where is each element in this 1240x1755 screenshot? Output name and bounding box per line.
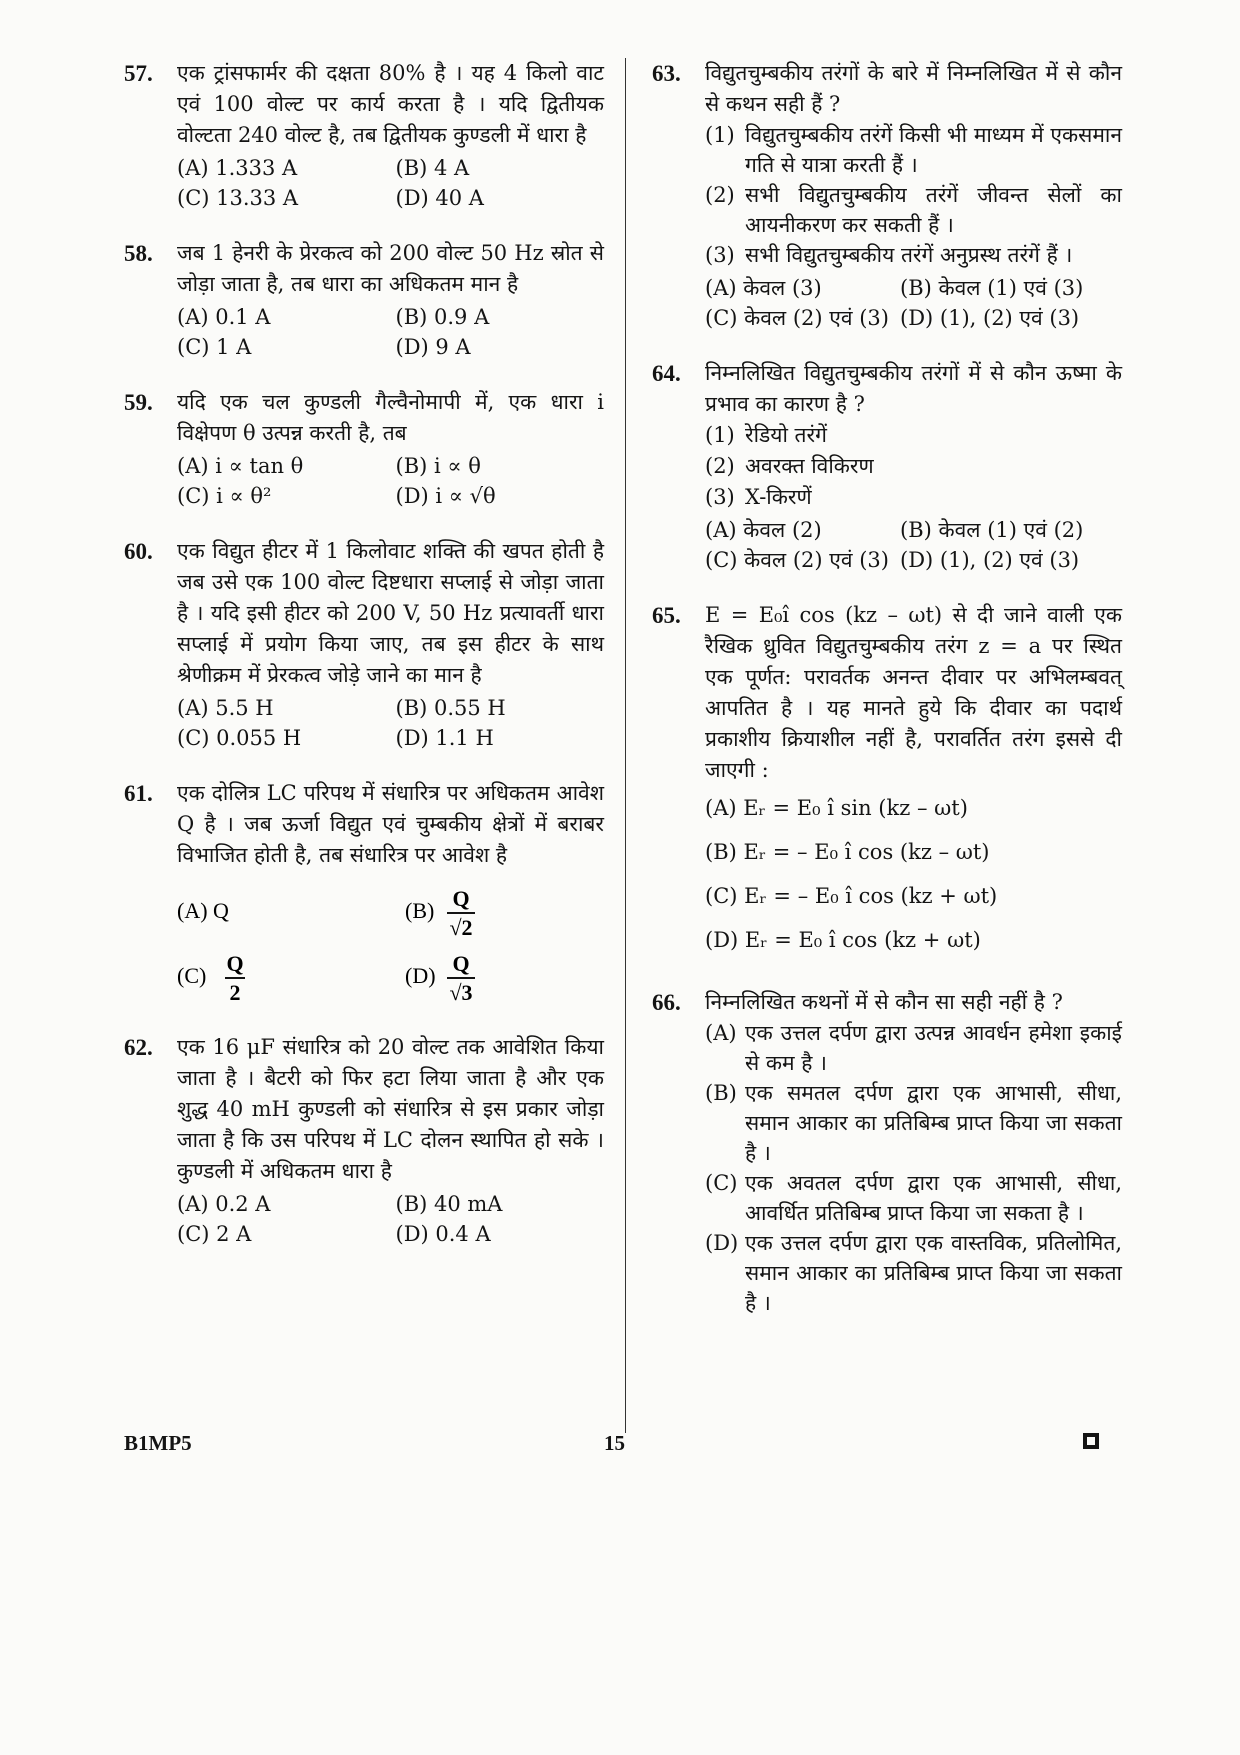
question-number: 62. (124, 1035, 153, 1060)
statement-label: (2) (705, 454, 735, 478)
option-c: (C) 0.055 H (177, 726, 302, 750)
question-number: 63. (652, 61, 681, 86)
option-a: (A) i ∝ tan θ (177, 454, 304, 478)
statement-text: सभी विद्युतचुम्बकीय तरंगें अनुप्रस्थ तरंगें हैं । (745, 243, 1073, 267)
page-corner-mark (1083, 1433, 1099, 1449)
statement-label: (A) (705, 1021, 737, 1045)
statement-text: X-किरणें (745, 485, 812, 509)
option-c: (C) 2 A (177, 1222, 252, 1246)
option-d-label: (D) (405, 963, 436, 988)
option-a: (A) केवल (3) (705, 276, 822, 300)
option-c: (C) Eᵣ = – E₀ î cos (kz + ωt) (705, 884, 998, 908)
option-c: (C) केवल (2) एवं (3) (705, 306, 889, 330)
statement-label: (3) (705, 485, 735, 509)
option-c-denominator: 2 (229, 980, 241, 1005)
option-d: (D) 1.1 H (395, 726, 494, 750)
option-a: (A) Q (177, 898, 229, 923)
option-c-label: (C) (177, 963, 207, 988)
question-number: 65. (652, 603, 681, 628)
option-b-numerator: Q (452, 886, 470, 911)
question-62 (124, 1032, 604, 1249)
question-number: 59. (124, 390, 153, 415)
question-61 (124, 778, 604, 1007)
question-number: 57. (124, 61, 153, 86)
question-text: निम्नलिखित विद्युतचुम्बकीय तरंगों में से कौन ऊष्मा के प्रभाव का कारण है ? (705, 361, 1122, 416)
option-d-denominator: √3 (449, 980, 473, 1005)
statement (705, 1078, 1122, 1168)
statement (705, 1168, 1122, 1228)
statement-label: (1) (705, 423, 735, 447)
option-b: (B) केवल (1) एवं (2) (900, 518, 1084, 542)
option-b-denominator: √2 (449, 915, 473, 940)
statement (705, 1228, 1122, 1318)
question-text: विद्युतचुम्बकीय तरंगों के बारे में निम्नलिखित में से कौन से कथन सही हैं ? (705, 61, 1122, 116)
question-58 (124, 238, 604, 362)
statement-text: विद्युतचुम्बकीय तरंगें किसी भी माध्यम में एकसमान गति से यात्रा करती हैं । (745, 123, 1122, 177)
statement (705, 180, 1122, 240)
fraction-options (177, 875, 597, 1007)
question-number: 66. (652, 990, 681, 1015)
statement-text: अवरक्त विकिरण (745, 454, 874, 478)
option-d: (D) i ∝ √θ (395, 484, 496, 508)
question-60 (124, 536, 604, 753)
statement-label: (B) (705, 1081, 737, 1105)
option-d: (D) 9 A (395, 335, 471, 359)
question-text: यदि एक चल कुण्डली गैल्वैनोमापी में, एक धारा i विक्षेपण θ उत्पन्न करती है, तब (177, 390, 604, 445)
statement-label: (2) (705, 183, 735, 207)
question-number: 64. (652, 361, 681, 386)
question-65 (652, 600, 1122, 962)
statement (705, 420, 1122, 451)
statement-text: रेडियो तरंगें (745, 423, 827, 447)
option-b: (B) Eᵣ = – E₀ î cos (kz – ωt) (705, 840, 990, 864)
option-d: (D) 40 A (395, 186, 484, 210)
question-59 (124, 387, 604, 511)
option-b-label: (B) (405, 898, 435, 923)
statement-text: एक उत्तल दर्पण द्वारा उत्पन्न आवर्धन हमेशा इकाई से कम है । (745, 1021, 1122, 1075)
statement-text: एक उत्तल दर्पण द्वारा एक वास्तविक, प्रतिलोमित, समान आकार का प्रतिबिम्ब प्राप्त किया जा सकता है । (745, 1231, 1122, 1315)
statement-label: (1) (705, 123, 735, 147)
question-text: एक ट्रांसफार्मर की दक्षता 80% है । यह 4 किलो वाट एवं 100 वोल्ट पर कार्य करता है । यदि द्वितीयक वोल्टता 240 वोल्ट है, तब द्वितीयक कुण्डली में धारा है (177, 61, 604, 147)
option-b: (B) 4 A (395, 156, 470, 180)
option-b: (B) 0.9 A (395, 305, 490, 329)
option-b: (B) 0.55 H (395, 696, 506, 720)
option-d: (D) (1), (2) एवं (3) (900, 548, 1080, 572)
question-66 (652, 987, 1122, 1318)
statement-text: सभी विद्युतचुम्बकीय तरंगें जीवन्त सेलों का आयनीकरण कर सकती हैं । (745, 183, 1122, 237)
question-text: एक 16 μF संधारित्र को 20 वोल्ट तक आवेशित किया जाता है । बैटरी को फिर हटा लिया जाता है और एक शुद्ध 40 mH कुण्डली को संधारित्र से इस प्रकार जोड़ा जाता है कि उस परिपथ में LC दोलन स्थापित हो सके । कुण्डली में अधिकतम धारा है (177, 1035, 604, 1183)
question-text: एक दोलित्र LC परिपथ में संधारित्र पर अधिकतम आवेश Q है । जब ऊर्जा विद्युत एवं चुम्बकीय क्षेत्रों में बराबर विभाजित होती है, तब संधारित्र पर आवेश है (177, 781, 604, 867)
option-b: (B) i ∝ θ (395, 454, 481, 478)
option-c: (C) केवल (2) एवं (3) (705, 548, 889, 572)
option-d-numerator: Q (452, 951, 470, 976)
right-column (652, 58, 1122, 1343)
question-63 (652, 58, 1122, 333)
question-57 (124, 58, 604, 213)
column-divider (625, 58, 626, 1433)
statement-label: (3) (705, 243, 735, 267)
option-d: (D) Eᵣ = E₀ î cos (kz + ωt) (705, 928, 981, 952)
page-number: 15 (604, 1431, 625, 1455)
question-text: निम्नलिखित कथनों में से कौन सा सही नहीं है ? (705, 990, 1063, 1014)
statement (705, 120, 1122, 180)
question-64 (652, 358, 1122, 575)
statement-text: एक समतल दर्पण द्वारा एक आभासी, सीधा, समान आकार का प्रतिबिम्ब प्राप्त किया जा सकता है । (745, 1081, 1122, 1165)
question-text: जब 1 हेनरी के प्रेरकत्व को 200 वोल्ट 50 Hz स्रोत से जोड़ा जाता है, तब धारा का अधिकतम मान है (177, 241, 604, 296)
statement (705, 1018, 1122, 1078)
option-a: (A) Eᵣ = E₀ î sin (kz – ωt) (705, 796, 968, 820)
option-c-numerator: Q (226, 951, 244, 976)
option-c: (C) 13.33 A (177, 186, 299, 210)
option-c: (C) i ∝ θ² (177, 484, 272, 508)
option-d: (D) 0.4 A (395, 1222, 491, 1246)
booklet-code: B1MP5 (124, 1431, 192, 1455)
left-column (124, 58, 604, 1274)
statement-label: (C) (705, 1171, 738, 1195)
option-b: (B) केवल (1) एवं (3) (900, 276, 1084, 300)
question-number: 61. (124, 781, 153, 806)
option-a: (A) केवल (2) (705, 518, 822, 542)
option-a: (A) 0.2 A (177, 1192, 271, 1216)
option-b: (B) 40 mA (395, 1192, 503, 1216)
option-a: (A) 0.1 A (177, 305, 271, 329)
statement-label: (D) (705, 1231, 739, 1255)
option-d: (D) (1), (2) एवं (3) (900, 306, 1080, 330)
question-number: 58. (124, 241, 153, 266)
statement (705, 240, 1122, 271)
question-number: 60. (124, 539, 153, 564)
option-c: (C) 1 A (177, 335, 252, 359)
statement (705, 482, 1122, 513)
question-text: E = E₀î cos (kz – ωt) से दी जाने वाली एक रैखिक ध्रुवित विद्युतचुम्बकीय तरंग z = a पर स्थित एक पूर्णत: परावर्तक अनन्त दीवार पर अभिलम्बवत् आपतित है । यह मानते हुये कि दीवार का पदार्थ प्रकाशीय क्रियाशील नहीं है, परावर्तित तरंग इससे दी जाएगी : (705, 603, 1122, 782)
option-a: (A) 5.5 H (177, 696, 274, 720)
option-a: (A) 1.333 A (177, 156, 298, 180)
statement-text: एक अवतल दर्पण द्वारा एक आभासी, सीधा, आवर्धित प्रतिबिम्ब प्राप्त किया जा सकता है । (745, 1171, 1122, 1225)
question-text: एक विद्युत हीटर में 1 किलोवाट शक्ति की खपत होती है जब उसे एक 100 वोल्ट दिष्टधारा सप्लाई से जोड़ा जाता है । यदि इसी हीटर को 200 V, 50 Hz प्रत्यावर्ती धारा सप्लाई में प्रयोग किया जाए, तब इस हीटर के साथ श्रेणीक्रम में प्रेरकत्व जोड़े जाने का मान है (177, 539, 604, 687)
statement (705, 451, 1122, 482)
